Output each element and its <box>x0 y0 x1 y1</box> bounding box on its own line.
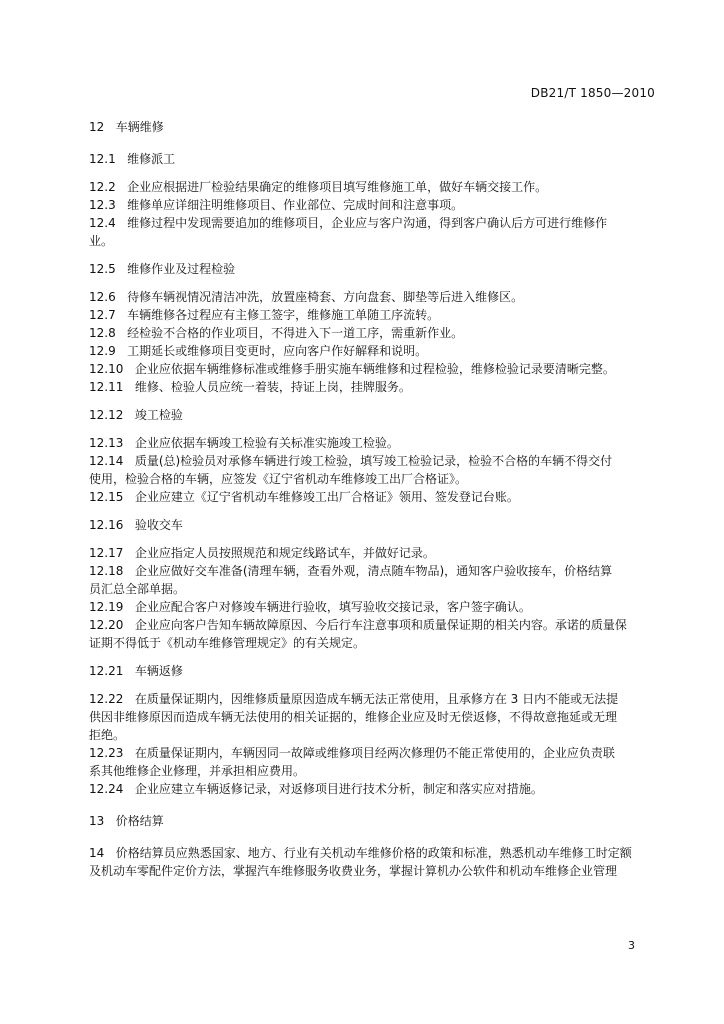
clause-12-6 <box>89 288 657 306</box>
clause-text: 车辆维修 <box>115 120 164 134</box>
clause-text: 价格结算员应熟悉国家、地方、行业有关机动车维修价格的政策和标准，熟悉机动车维修工时定额 <box>115 846 632 860</box>
clause-number: 12.7 <box>89 308 116 322</box>
clause-12-17 <box>89 544 657 562</box>
clause-12-22 <box>89 690 657 744</box>
clause-text: 车辆维修各过程应有主修工签字，维修施工单随工序流转。 <box>127 308 440 322</box>
clause-text: 维修单应详细注明维修项目、作业部位、完成时间和注意事项。 <box>127 198 464 212</box>
clause-continuation: 拒绝。 <box>89 728 126 742</box>
clause-text: 工期延长或维修项目变更时，应向客户作好解释和说明。 <box>127 344 428 358</box>
clause-12-11 <box>89 378 657 396</box>
clause-continuation: 员汇总全部单据。 <box>89 582 186 596</box>
clause-number: 12.9 <box>89 344 116 358</box>
clause-number: 12.20 <box>89 618 124 632</box>
clause-text: 维修、检验人员应统一着装，持证上岗，挂牌服务。 <box>134 380 411 394</box>
clause-spacer <box>116 344 127 358</box>
clause-number: 12.12 <box>89 408 124 422</box>
clause-12-10 <box>89 360 657 378</box>
clause-spacer <box>104 120 115 134</box>
paragraph-gap <box>89 534 657 544</box>
clause-number: 12.24 <box>89 782 124 796</box>
clause-number: 12.8 <box>89 326 116 340</box>
clause-continuation: 供因非维修原因而造成车辆无法使用的相关证据的，维修企业应及时无偿返修，不得故意拖延或无理 <box>89 710 618 724</box>
clause-text: 验收交车 <box>134 518 183 532</box>
paragraph-gap <box>89 680 657 690</box>
clause-number: 12.19 <box>89 600 124 614</box>
clause-number: 12.23 <box>89 746 124 760</box>
clause-text: 企业应指定人员按照规范和规定线路试车，并做好记录。 <box>134 546 435 560</box>
clause-spacer <box>116 308 127 322</box>
clause-spacer <box>116 216 127 230</box>
clause-text: 经检验不合格的作业项目，不得进入下一道工序，需重新作业。 <box>127 326 464 340</box>
clause-12-9 <box>89 342 657 360</box>
clause-12-20 <box>89 616 657 652</box>
clause-12-1 <box>89 150 657 168</box>
clause-line <box>89 690 657 708</box>
clause-text: 企业应配合客户对修竣车辆进行验收，填写验收交接记录，客户签字确认。 <box>134 600 531 614</box>
clause-spacer <box>123 408 134 422</box>
clause-number: 12.17 <box>89 546 124 560</box>
clause-spacer <box>123 692 134 706</box>
clause-12-24 <box>89 780 657 798</box>
clause-number: 12.22 <box>89 692 124 706</box>
clause-continuation: 业。 <box>89 234 114 248</box>
clause-number: 12.14 <box>89 454 124 468</box>
clause-number: 12.2 <box>89 180 116 194</box>
clause-line <box>89 324 657 342</box>
clause-12-23 <box>89 744 657 780</box>
clause-line <box>89 452 657 470</box>
clause-number: 12.4 <box>89 216 116 230</box>
clause-spacer <box>116 262 127 276</box>
document-body <box>89 118 657 880</box>
clause-number: 12.18 <box>89 564 124 578</box>
clause-spacer <box>123 380 134 394</box>
clause-line <box>89 306 657 324</box>
paragraph-gap <box>89 506 657 516</box>
clause-12-3 <box>89 196 657 214</box>
clause-spacer <box>123 490 134 504</box>
clause-spacer <box>116 290 127 304</box>
clause-line <box>89 378 657 396</box>
document-id-header: DB21/T 1850—2010 <box>530 86 655 100</box>
clause-line <box>89 780 657 798</box>
clause-text: 企业应依据车辆竣工检验有关标准实施竣工检验。 <box>134 436 399 450</box>
clause-12-14 <box>89 452 657 488</box>
clause-number: 12.11 <box>89 380 124 394</box>
paragraph-gap <box>89 250 657 260</box>
clause-line <box>89 744 657 762</box>
clause-line <box>89 342 657 360</box>
clause-12-15 <box>89 488 657 506</box>
clause-line <box>89 844 657 862</box>
clause-12-21 <box>89 662 657 680</box>
clause-continuation: 证期不得低于《机动车维修管理规定》的有关规定。 <box>89 636 366 650</box>
clause-text: 维修过程中发现需要追加的维修项目，企业应与客户沟通，得到客户确认后方可进行维修作 <box>127 216 608 230</box>
clause-number: 13 <box>89 814 105 828</box>
clause-line <box>89 260 657 278</box>
clause-12-19 <box>89 598 657 616</box>
clause-spacer <box>123 436 134 450</box>
clause-line <box>89 434 657 452</box>
clause-spacer <box>123 518 134 532</box>
paragraph-gap <box>89 136 657 150</box>
clause-spacer <box>123 564 134 578</box>
clause-line <box>89 150 657 168</box>
clause-line <box>89 178 657 196</box>
clause-text: 车辆返修 <box>134 664 183 678</box>
paragraph-gap <box>89 168 657 178</box>
clause-number: 12.15 <box>89 490 124 504</box>
clause-spacer <box>104 846 115 860</box>
paragraph-gap <box>89 424 657 434</box>
clause-number: 12.13 <box>89 436 124 450</box>
clause-line <box>89 406 657 424</box>
clause-number: 12 <box>89 120 105 134</box>
paragraph-gap <box>89 830 657 844</box>
clause-text: 企业应做好交车准备(清理车辆，查看外观，清点随车物品)，通知客户验收接车，价格结算 <box>134 564 613 578</box>
clause-spacer <box>104 814 115 828</box>
clause-number: 12.3 <box>89 198 116 212</box>
clause-number: 12.1 <box>89 152 116 166</box>
clause-text: 待修车辆视情况清洁冲洗，放置座椅套、方向盘套、脚垫等后进入维修区。 <box>127 290 524 304</box>
clause-number: 12.21 <box>89 664 124 678</box>
clause-12 <box>89 118 657 136</box>
paragraph-gap <box>89 798 657 812</box>
clause-text: 竣工检验 <box>134 408 183 422</box>
clause-line <box>89 214 657 232</box>
clause-line <box>89 544 657 562</box>
clause-12-2 <box>89 178 657 196</box>
clause-number: 12.16 <box>89 518 124 532</box>
clause-spacer <box>116 152 127 166</box>
paragraph-gap <box>89 396 657 406</box>
clause-line <box>89 196 657 214</box>
clause-text: 企业应根据进厂检验结果确定的维修项目填写维修施工单，做好车辆交接工作。 <box>127 180 548 194</box>
clause-13 <box>89 812 657 830</box>
clause-line <box>89 616 657 634</box>
clause-text: 维修派工 <box>127 152 176 166</box>
clause-12-8 <box>89 324 657 342</box>
clause-number: 12.5 <box>89 262 116 276</box>
clause-spacer <box>116 326 127 340</box>
clause-spacer <box>123 782 134 796</box>
clause-spacer <box>123 746 134 760</box>
clause-12-5 <box>89 260 657 278</box>
clause-12-12 <box>89 406 657 424</box>
clause-text: 企业应建立车辆返修记录，对返修项目进行技术分析，制定和落实应对措施。 <box>134 782 543 796</box>
clause-line <box>89 488 657 506</box>
clause-text: 在质量保证期内，因维修质量原因造成车辆无法正常使用，且承修方在 3 日内不能或无法提 <box>134 692 619 706</box>
clause-line <box>89 516 657 534</box>
clause-text: 价格结算 <box>115 814 164 828</box>
clause-number: 14 <box>89 846 105 860</box>
clause-line <box>89 288 657 306</box>
paragraph-gap <box>89 652 657 662</box>
clause-continuation: 使用，检验合格的车辆，应签发《辽宁省机动车维修竣工出厂合格证》。 <box>89 472 468 486</box>
clause-number: 12.10 <box>89 362 124 376</box>
clause-12-16 <box>89 516 657 534</box>
clause-line <box>89 598 657 616</box>
clause-continuation: 及机动车零配件定价方法，掌握汽车维修服务收费业务，掌握计算机办公软件和机动车维修企业管理 <box>89 864 618 878</box>
clause-spacer <box>116 198 127 212</box>
clause-number: 12.6 <box>89 290 116 304</box>
clause-spacer <box>123 600 134 614</box>
clause-spacer <box>116 180 127 194</box>
clause-line <box>89 118 657 136</box>
clause-spacer <box>123 454 134 468</box>
clause-continuation: 系其他维修企业修理，并承担相应费用。 <box>89 764 306 778</box>
clause-line <box>89 360 657 378</box>
clause-12-18 <box>89 562 657 598</box>
page-number: 3 <box>628 939 635 952</box>
clause-12-13 <box>89 434 657 452</box>
clause-text: 企业应建立《辽宁省机动车维修竣工出厂合格证》领用、签发登记台账。 <box>134 490 519 504</box>
clause-spacer <box>123 546 134 560</box>
paragraph-gap <box>89 278 657 288</box>
clause-spacer <box>123 618 134 632</box>
clause-text: 维修作业及过程检验 <box>127 262 236 276</box>
clause-line <box>89 562 657 580</box>
clause-12-4 <box>89 214 657 250</box>
clause-spacer <box>123 362 134 376</box>
clause-14 <box>89 844 657 880</box>
clause-spacer <box>123 664 134 678</box>
clause-12-7 <box>89 306 657 324</box>
clause-text: 质量(总)检验员对承修车辆进行竣工检验，填写竣工检验记录，检验不合格的车辆不得交付 <box>134 454 613 468</box>
clause-line <box>89 812 657 830</box>
clause-text: 企业应向客户告知车辆故障原因、今后行车注意事项和质量保证期的相关内容。承诺的质量保 <box>134 618 627 632</box>
clause-text: 企业应依据车辆维修标准或维修手册实施车辆维修和过程检验，维修检验记录要清晰完整。 <box>134 362 615 376</box>
clause-line <box>89 662 657 680</box>
clause-text: 在质量保证期内，车辆因同一故障或维修项目经两次修理仍不能正常使用的，企业应负责联 <box>134 746 615 760</box>
